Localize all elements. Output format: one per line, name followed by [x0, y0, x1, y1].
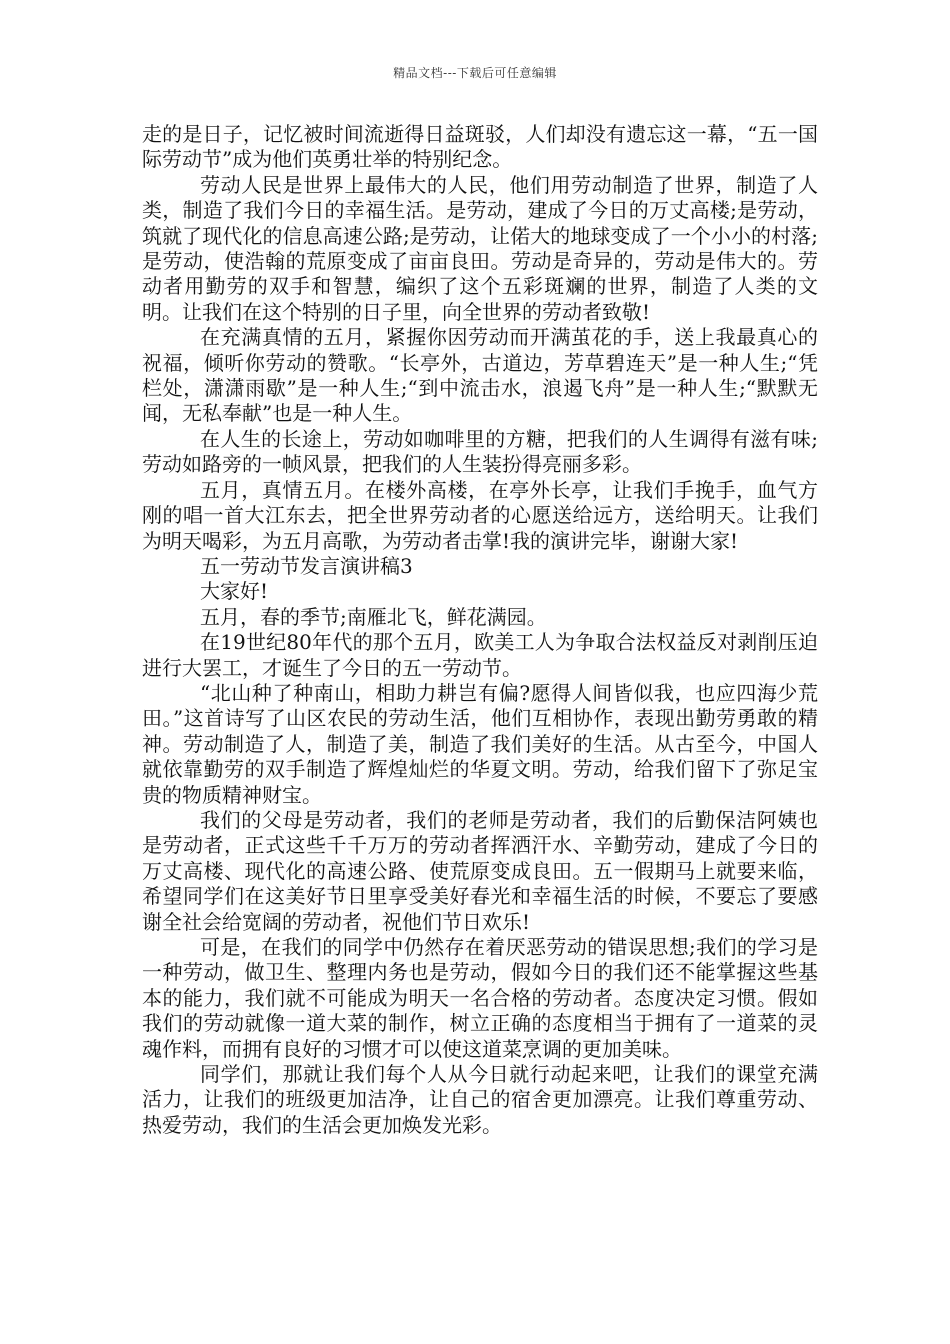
paragraph: “北山种了种南山，相助力耕岂有偏?愿得人间皆似我，也应四海少荒田。”这首诗写了山区农民的劳动生活，他们互相协作，表现出勤劳勇敢的精神。劳动制造了人，制造了美，制造了我们美好的生活。从古至今，中国人就依靠勤劳的双手制造了辉煌灿烂的华夏文明。劳动，给我们留下了弥足宝贵的物质精神财宝。 — [142, 680, 818, 807]
document-body — [142, 122, 818, 1138]
paragraph: 劳动人民是世界上最伟大的人民，他们用劳动制造了世界，制造了人类，制造了我们今日的幸福生活。是劳动，建成了今日的万丈高楼;是劳动，筑就了现代化的信息高速公路;是劳动，让偌大的地球变成了一个小小的村落;是劳动，使浩翰的荒原变成了亩亩良田。劳动是奇异的，劳动是伟大的。劳动者用勤劳的双手和智慧，编织了这个五彩斑斓的世界，制造了人类的文明。让我们在这个特别的日子里，向全世界的劳动者致敬! — [142, 172, 818, 324]
paragraph: 在人生的长途上，劳动如咖啡里的方糖，把我们的人生调得有滋有味;劳动如路旁的一帧风景，把我们的人生装扮得亮丽多彩。 — [142, 426, 818, 477]
paragraph: 走的是日子，记忆被时间流逝得日益斑驳，人们却没有遗忘这一幕，“五一国际劳动节”成为他们英勇壮举的特别纪念。 — [142, 122, 818, 172]
paragraph: 在19世纪80年代的那个五月，欧美工人为争取合法权益反对剥削压迫进行大罢工，才诞生了今日的五一劳动节。 — [142, 630, 818, 680]
paragraph: 五月，春的季节;南雁北飞，鲜花满园。 — [200, 604, 547, 629]
paragraph: 在充满真情的五月，紧握你因劳动而开满茧花的手，送上我最真心的祝福，倾听你劳动的赞歌。“长亭外，古道边，芳草碧连天”是一种人生;“凭栏处，潇潇雨歇”是一种人生;“到中流击水，浪遏飞舟”是一种人生;“默默无闻，无私奉献”也是一种人生。 — [142, 325, 818, 426]
paragraph: 五月，真情五月。在楼外高楼，在亭外长亭，让我们手挽手，血气方刚的唱一首大江东去，把全世界劳动者的心愿送给远方，送给明天。让我们为明天喝彩，为五月高歌，为劳动者击掌!我的演讲完毕，谢谢大家! — [142, 477, 818, 553]
page-header: 精品文档---下载后可任意编辑 — [393, 66, 557, 80]
paragraph: 我们的父母是劳动者，我们的老师是劳动者，我们的后勤保洁阿姨也是劳动者，正式这些千千万万的劳动者挥洒汗水、辛勤劳动，建成了今日的万丈高楼、现代化的高速公路、使荒原变成良田。五一假期马上就要来临，希望同学们在这美好节日里享受美好春光和幸福生活的时候，不要忘了要感谢全社会给宽阔的劳动者，祝他们节日欢乐! — [142, 807, 818, 934]
section-title: 五一劳动节发言演讲稿3 — [200, 553, 413, 578]
paragraph: 可是，在我们的同学中仍然存在着厌恶劳动的错误思想;我们的学习是一种劳动，做卫生、整理内务也是劳动，假如今日的我们还不能掌握这些基本的能力，我们就不可能成为明天一名合格的劳动者。态度决定习惯。假如我们的劳动就像一道大菜的制作，树立正确的态度相当于拥有了一道菜的灵魂作料，而拥有良好的习惯才可以使这道菜烹调的更加美味。 — [142, 935, 818, 1061]
greeting: 大家好! — [200, 579, 269, 604]
paragraph: 同学们，那就让我们每个人从今日就行动起来吧，让我们的课堂充满活力，让我们的班级更加洁净，让自己的宿舍更加漂亮。让我们尊重劳动、热爱劳动，我们的生活会更加焕发光彩。 — [142, 1062, 818, 1137]
